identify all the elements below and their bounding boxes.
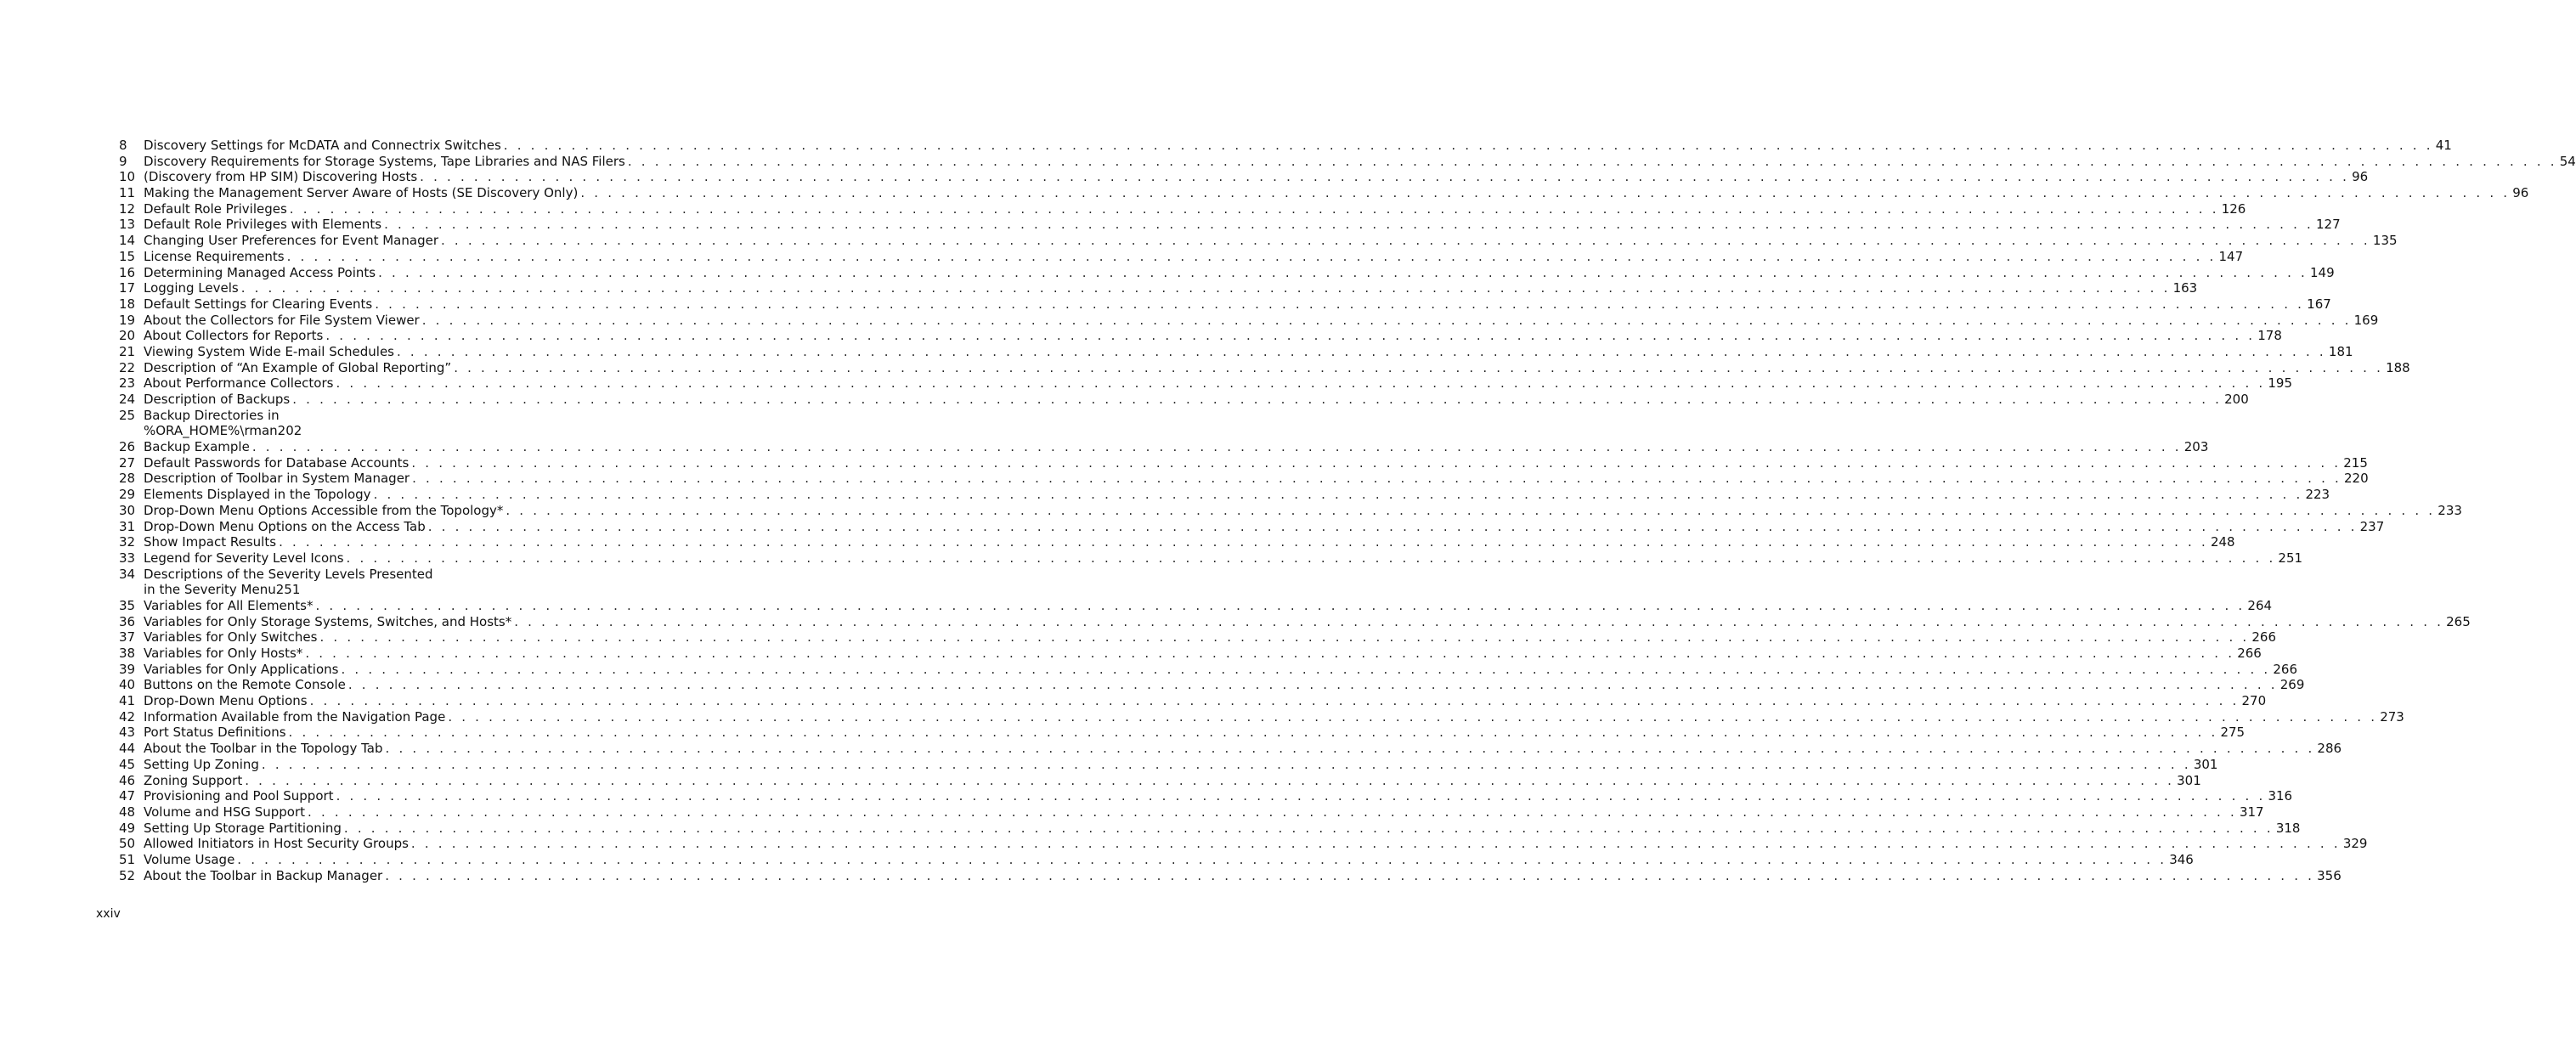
toc-entry-page: 316 — [2268, 788, 2293, 804]
toc-entry-number: 17 — [119, 280, 136, 296]
toc-entry-title: Information Available from the Navigation Page — [144, 708, 446, 725]
toc-entry-title: Backup Example — [144, 439, 250, 455]
dot-leader — [316, 598, 2246, 614]
toc-entry-title: Zoning Support — [144, 772, 243, 788]
toc-entry[interactable] — [119, 487, 2330, 503]
dot-leader — [305, 646, 2234, 662]
toc-entry-number: 35 — [119, 597, 136, 613]
dot-leader — [504, 138, 2433, 154]
toc-entry-page: 346 — [2169, 851, 2194, 867]
toc-entry-title: About the Toolbar in Backup Manager — [144, 867, 383, 883]
toc-entry-page: 149 — [2310, 264, 2335, 280]
dot-leader — [279, 534, 2208, 550]
toc-entry-page: 269 — [2279, 677, 2305, 693]
toc-entry-title: Description of Backups — [144, 392, 291, 407]
toc-entry-number: 13 — [119, 217, 136, 233]
toc-entry-page: 200 — [2224, 392, 2249, 407]
toc-entry-title: Buttons on the Remote Console — [144, 677, 346, 693]
dot-leader — [448, 709, 2377, 725]
toc-entry-number: 40 — [119, 677, 136, 693]
toc-entry-title: Default Role Privileges — [144, 200, 287, 217]
toc-entry-page: 273 — [2380, 708, 2404, 725]
toc-entry-title: Setting Up Storage Partitioning — [144, 820, 342, 836]
toc-entry-page: 188 — [2386, 359, 2410, 375]
toc-entry[interactable] — [119, 677, 2305, 693]
toc-entry[interactable] — [119, 296, 2331, 313]
dot-leader — [252, 439, 2182, 455]
dot-leader — [245, 773, 2174, 789]
toc-entry-title: Variables for Only Storage Systems, Switches, and Hosts* — [144, 613, 512, 629]
toc-entry[interactable] — [119, 343, 2353, 360]
toc-entry-page: 266 — [2237, 646, 2262, 661]
dot-leader — [336, 375, 2265, 392]
dot-leader — [325, 328, 2255, 344]
toc-entry-title: Logging Levels — [144, 280, 239, 296]
dot-leader — [397, 344, 2326, 360]
toc-entry[interactable] — [119, 836, 2368, 852]
toc-entry-page: 266 — [2251, 629, 2277, 646]
dot-leader — [290, 201, 2219, 217]
toc-entry[interactable] — [119, 312, 2379, 329]
toc-entry[interactable] — [119, 185, 2529, 201]
toc-entry-page: 127 — [2315, 217, 2341, 233]
toc-entry[interactable] — [119, 233, 2398, 249]
toc-entry-title: Port Status Definitions — [144, 725, 286, 741]
dot-leader — [422, 313, 2352, 329]
toc-entry-number: 49 — [119, 820, 136, 836]
toc-entry-page: 301 — [2193, 756, 2218, 772]
toc-entry-page: 275 — [2220, 725, 2246, 741]
toc-entry-title: Determining Managed Access Points — [144, 264, 376, 280]
toc-entry-page: 147 — [2218, 248, 2244, 264]
toc-entry-title: Making the Management Server Aware of Hosts (SE Discovery Only) — [144, 185, 579, 201]
dot-leader — [319, 629, 2249, 646]
dot-leader — [454, 360, 2383, 376]
toc-entry-page: 163 — [2172, 280, 2198, 296]
toc-entry-number: 27 — [119, 454, 136, 471]
toc-entry[interactable] — [119, 359, 2410, 376]
toc-entry-page: 169 — [2353, 312, 2379, 328]
toc-entry-page: 135 — [2372, 233, 2398, 249]
toc-entry-number: 28 — [119, 471, 136, 487]
dot-leader — [348, 677, 2278, 693]
toc-entry-number: 10 — [119, 169, 136, 185]
toc-entry-title: Discovery Requirements for Storage Systems, Tape Libraries and NAS Filers — [144, 153, 625, 169]
dot-leader — [628, 154, 2557, 170]
toc-entry-title: Variables for Only Applications — [144, 661, 339, 677]
toc-entry[interactable] — [119, 153, 2576, 170]
dot-leader — [385, 868, 2314, 884]
toc-entry-page: 96 — [2352, 169, 2369, 185]
dot-leader — [374, 487, 2303, 503]
toc-entry[interactable] — [119, 375, 2292, 392]
dot-leader — [341, 662, 2270, 678]
dot-leader — [580, 185, 2510, 201]
toc-entry[interactable] — [119, 423, 683, 439]
toc-entry-page: 233 — [2438, 502, 2462, 518]
dot-leader — [514, 614, 2443, 630]
toc-entry[interactable] — [119, 725, 2246, 741]
toc-entry[interactable] — [119, 756, 2218, 773]
dot-leader — [310, 693, 2240, 709]
toc-entry[interactable] — [119, 804, 2264, 821]
toc-entry-title: Backup Directories in — [144, 407, 280, 423]
dot-leader — [441, 233, 2370, 249]
toc-entry-title: Description of “An Example of Global Reporting” — [144, 359, 452, 375]
toc-entry-number: 30 — [119, 502, 136, 518]
toc-entry-number: 43 — [119, 725, 136, 741]
toc-entry-title: Allowed Initiators in Host Security Groups — [144, 836, 409, 852]
toc-entry-number: 25 — [119, 407, 136, 423]
dot-leader — [506, 503, 2435, 519]
dot-leader — [386, 741, 2315, 757]
toc-entry-page: 220 — [2344, 471, 2369, 487]
toc-entry-number: 11 — [119, 185, 136, 201]
toc-entry-title: Changing User Preferences for Event Manager — [144, 233, 438, 249]
toc-entry[interactable] — [119, 772, 2201, 789]
toc-entry-title: Provisioning and Pool Support — [144, 788, 334, 804]
toc-entry-title: Elements Displayed in the Topology — [144, 487, 371, 503]
toc-entry[interactable] — [119, 200, 2246, 217]
toc-entry-number: 38 — [119, 646, 136, 661]
toc-entry-title: Description of Toolbar in System Manager — [144, 471, 410, 487]
page-number: xxiv — [96, 907, 121, 921]
toc-entry-title: Discovery Settings for McDATA and Connectrix Switches — [144, 138, 501, 153]
toc-entry-page: 215 — [2343, 454, 2368, 471]
toc-entry[interactable] — [119, 820, 2301, 837]
toc-entry[interactable] — [119, 567, 683, 583]
dot-leader — [308, 804, 2237, 821]
toc-entry-title: Default Role Privileges with Elements — [144, 217, 382, 233]
toc-entry-number: 8 — [119, 138, 127, 153]
toc-entry-number: 21 — [119, 343, 136, 359]
toc-entry-number: 19 — [119, 312, 136, 328]
toc-entry-number: 39 — [119, 661, 136, 677]
toc-entry-page: 301 — [2177, 772, 2201, 788]
toc-entry[interactable] — [119, 629, 2277, 646]
dot-leader — [237, 852, 2166, 868]
toc-entry[interactable] — [119, 518, 2385, 535]
toc-entry[interactable] — [119, 454, 2368, 471]
toc-entry-title: Drop-Down Menu Options Accessible from the Topology* — [144, 502, 504, 518]
toc-entry-title: Variables for Only Switches — [144, 629, 318, 646]
toc-entry-number: 42 — [119, 708, 136, 725]
toc-entry-number: 12 — [119, 200, 136, 217]
toc-entry[interactable] — [119, 502, 2462, 519]
toc-entry-page: 248 — [2210, 534, 2235, 550]
toc-entry[interactable] — [119, 439, 2209, 455]
dot-leader — [344, 821, 2274, 837]
toc-entry[interactable] — [119, 646, 2262, 662]
toc-entry-title: Volume Usage — [144, 851, 235, 867]
toc-entry[interactable] — [119, 661, 2298, 678]
toc-entry-title: License Requirements — [144, 248, 285, 264]
toc-entry-page: 317 — [2239, 804, 2264, 820]
toc-entry-page: 54 — [2559, 153, 2576, 169]
toc-entry[interactable] — [119, 280, 2198, 296]
toc-entry-page: 356 — [2317, 867, 2342, 883]
toc-entry[interactable] — [119, 392, 2249, 408]
toc-entry[interactable] — [119, 867, 2342, 884]
toc-entry-page: 270 — [2241, 693, 2267, 709]
toc-entry[interactable] — [119, 693, 2267, 709]
toc-entry[interactable] — [119, 534, 2235, 550]
toc-entry-number: 26 — [119, 439, 136, 455]
toc-entry[interactable] — [119, 741, 2342, 757]
dot-leader — [378, 265, 2308, 281]
toc-entry[interactable] — [119, 582, 683, 598]
toc-entry[interactable] — [119, 138, 2452, 154]
toc-entry[interactable] — [119, 217, 2341, 233]
dot-leader — [375, 296, 2304, 313]
toc-entry-page: 237 — [2359, 518, 2385, 534]
toc-entry-title: About the Toolbar in the Topology Tab — [144, 741, 383, 757]
toc-entry-page: 329 — [2342, 836, 2368, 852]
dot-leader — [289, 725, 2218, 741]
toc-entry[interactable] — [119, 708, 2404, 725]
toc-entry-title: Show Impact Results — [144, 534, 277, 550]
dot-leader — [411, 455, 2341, 471]
toc-entry[interactable] — [119, 248, 2244, 265]
dot-leader — [292, 392, 2222, 408]
dot-leader — [428, 519, 2358, 535]
toc-entry-page: 181 — [2328, 343, 2353, 359]
toc-entry-title: Viewing System Wide E-mail Schedules — [144, 343, 394, 359]
toc-entry-number: 18 — [119, 296, 136, 312]
toc-entry[interactable] — [119, 597, 2273, 614]
toc-entry-number: 34 — [119, 566, 136, 582]
toc-entry-title: Descriptions of the Severity Levels Presented — [144, 566, 433, 582]
toc-entry-title: Legend for Severity Level Icons — [144, 550, 344, 566]
toc-entry-number: 15 — [119, 248, 136, 264]
dot-leader — [384, 217, 2313, 233]
toc-entry-page: 203 — [2183, 439, 2209, 455]
toc-entry-page: 265 — [2446, 613, 2471, 629]
toc-entry-number: 37 — [119, 629, 136, 646]
dot-leader — [420, 169, 2349, 185]
toc-entry-title: Volume and HSG Support — [144, 804, 306, 820]
toc-entry-number: 44 — [119, 741, 136, 757]
dot-leader — [262, 757, 2191, 773]
toc-entry-page: 286 — [2317, 741, 2342, 757]
toc-entry-page: 178 — [2257, 328, 2282, 344]
toc-entry-title: (Discovery from HP SIM) Discovering Hosts — [144, 169, 418, 185]
dot-leader — [411, 836, 2341, 852]
toc-entry-title: %ORA_HOME%\rman202 — [144, 423, 302, 439]
toc-entry-title: Drop-Down Menu Options — [144, 693, 308, 709]
toc-entry-title: About Collectors for Reports — [144, 328, 324, 344]
toc-entry-number: 20 — [119, 328, 136, 344]
dot-leader — [336, 788, 2266, 804]
toc-entry-page: 167 — [2307, 296, 2331, 312]
toc-entry[interactable] — [119, 851, 2194, 868]
toc-entry[interactable] — [119, 328, 2282, 344]
toc-entry-number: 47 — [119, 788, 136, 804]
toc-entry-title: Drop-Down Menu Options on the Access Tab — [144, 518, 426, 534]
toc-entry-title: Variables for All Elements* — [144, 597, 314, 613]
toc-entry-title: Default Passwords for Database Accounts — [144, 454, 410, 471]
toc-entry-number: 29 — [119, 487, 136, 503]
toc-entry-number: 45 — [119, 756, 136, 772]
toc-entry-number: 9 — [119, 153, 127, 169]
toc-entry-page: 266 — [2273, 661, 2298, 677]
toc-entry-page: 251 — [2278, 550, 2303, 566]
dot-leader — [347, 550, 2276, 567]
toc-entry-page: 126 — [2221, 200, 2246, 217]
toc-entry-page: 195 — [2268, 375, 2292, 392]
toc-entry-number: 32 — [119, 534, 136, 550]
dot-leader — [241, 280, 2171, 296]
toc-entry-number: 50 — [119, 836, 136, 852]
toc-entry-number: 16 — [119, 264, 136, 280]
table-of-tables — [119, 138, 2576, 883]
toc-entry-number: 41 — [119, 693, 136, 709]
toc-entry[interactable] — [119, 788, 2293, 804]
toc-entry[interactable] — [119, 550, 2303, 567]
toc-entry-number: 14 — [119, 233, 136, 249]
toc-entry[interactable] — [119, 169, 2369, 185]
toc-entry-number: 24 — [119, 392, 136, 407]
toc-entry-title: Default Settings for Clearing Events — [144, 296, 373, 312]
toc-entry-page: 96 — [2512, 185, 2529, 201]
toc-entry-number: 36 — [119, 613, 136, 629]
toc-entry-number: 22 — [119, 359, 136, 375]
toc-entry[interactable] — [119, 408, 683, 424]
toc-entry-number: 52 — [119, 867, 136, 883]
toc-entry[interactable] — [119, 613, 2471, 630]
toc-entry[interactable] — [119, 264, 2335, 281]
toc-entry-title: About Performance Collectors — [144, 375, 334, 392]
toc-entry-number: 33 — [119, 550, 136, 566]
toc-entry-page: 223 — [2305, 487, 2330, 503]
toc-entry-title: in the Severity Menu251 — [144, 582, 301, 598]
toc-entry-title: Setting Up Zoning — [144, 756, 259, 772]
toc-entry-number: 48 — [119, 804, 136, 820]
toc-entry-title: Variables for Only Hosts* — [144, 646, 303, 661]
toc-entry-page: 41 — [2435, 138, 2452, 153]
toc-entry-number: 46 — [119, 772, 136, 788]
dot-leader — [412, 471, 2342, 487]
toc-entry-number: 31 — [119, 518, 136, 534]
toc-entry-number: 51 — [119, 851, 136, 867]
toc-entry-page: 318 — [2275, 820, 2301, 836]
toc-entry[interactable] — [119, 471, 2369, 487]
toc-entry-number: 23 — [119, 375, 136, 392]
toc-entry-page: 264 — [2247, 597, 2273, 613]
toc-entry-title: About the Collectors for File System Viewer — [144, 312, 420, 328]
dot-leader — [287, 249, 2217, 265]
